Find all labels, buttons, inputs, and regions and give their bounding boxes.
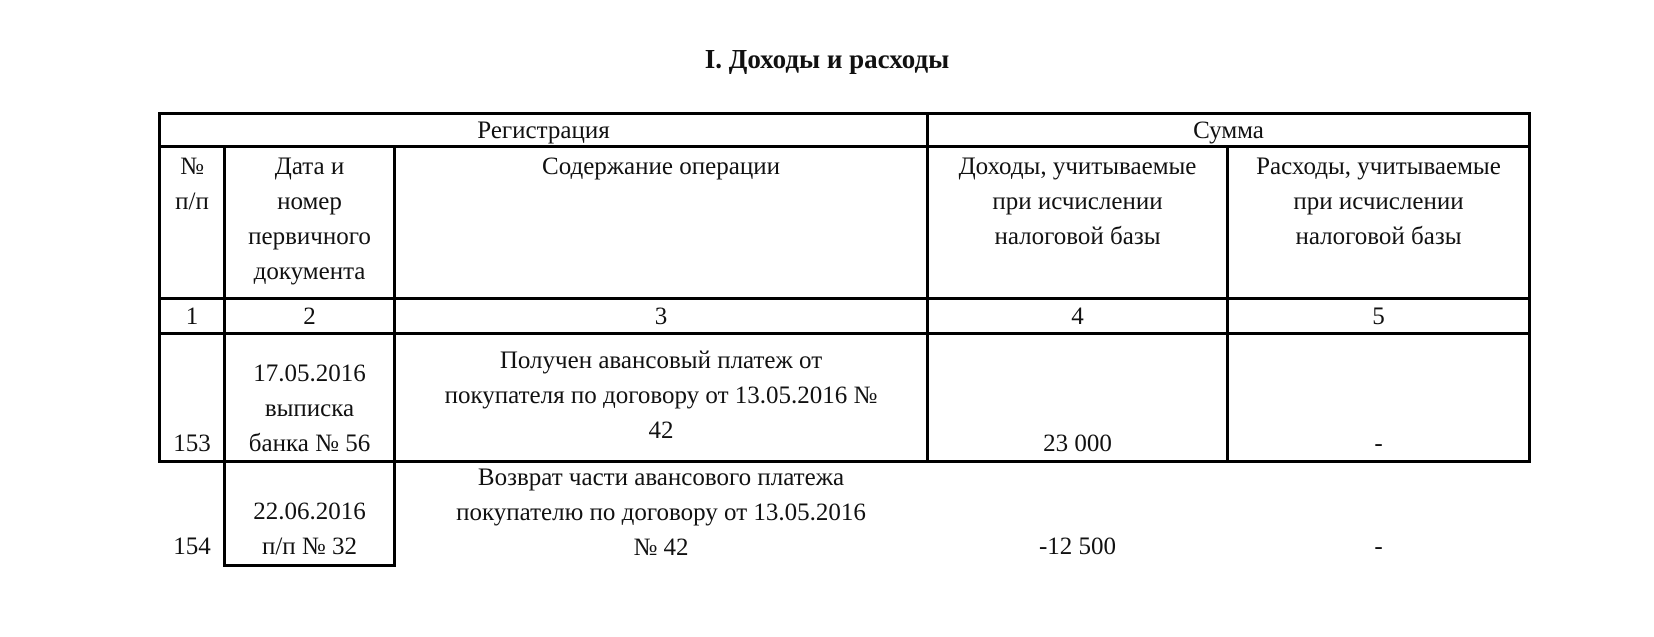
header-col-expense: Расходы, учитываемые при исчислении налоговой базы [1256, 153, 1501, 250]
header-col-number: № п/п [175, 153, 209, 215]
row-number: 154 [173, 533, 211, 560]
colnum-4: 4 [1071, 302, 1084, 330]
row-expense: - [1374, 533, 1383, 560]
row-document: 22.06.2016 п/п № 32 [253, 498, 366, 560]
table-line-group-header [158, 145, 1531, 148]
colnum-2: 2 [303, 302, 316, 330]
colnum-3: 3 [654, 302, 668, 330]
row-income: -12 500 [1038, 533, 1117, 560]
row-document: 17.05.2016 выписка банка № 56 [248, 360, 371, 457]
colnum-1: 1 [185, 302, 199, 330]
row-description: Получен авансовый платеж от покупателя по договору от 13.05.2016 № 42 [444, 347, 878, 444]
page-title: I. Доходы и расходы [704, 44, 950, 74]
table-border-right [1528, 112, 1531, 463]
header-col-document: Дата и номер первичного документа [248, 153, 371, 285]
header-col-income: Доходы, учитываемые при исчислении налоговой базы [958, 153, 1197, 250]
header-col-description: Содержание операции [542, 153, 780, 180]
table-line-row2-doc-bottom [223, 564, 396, 567]
header-registration: Регистрация [477, 116, 610, 144]
row-number: 153 [173, 430, 211, 457]
row-income: 23 000 [1043, 430, 1112, 457]
row-expense: - [1374, 430, 1383, 457]
colnum-5: 5 [1372, 302, 1385, 330]
row-description: Возврат части авансового платежа покупателю по договору от 13.05.2016 № 42 [456, 464, 866, 561]
header-sum: Сумма [1193, 116, 1264, 144]
